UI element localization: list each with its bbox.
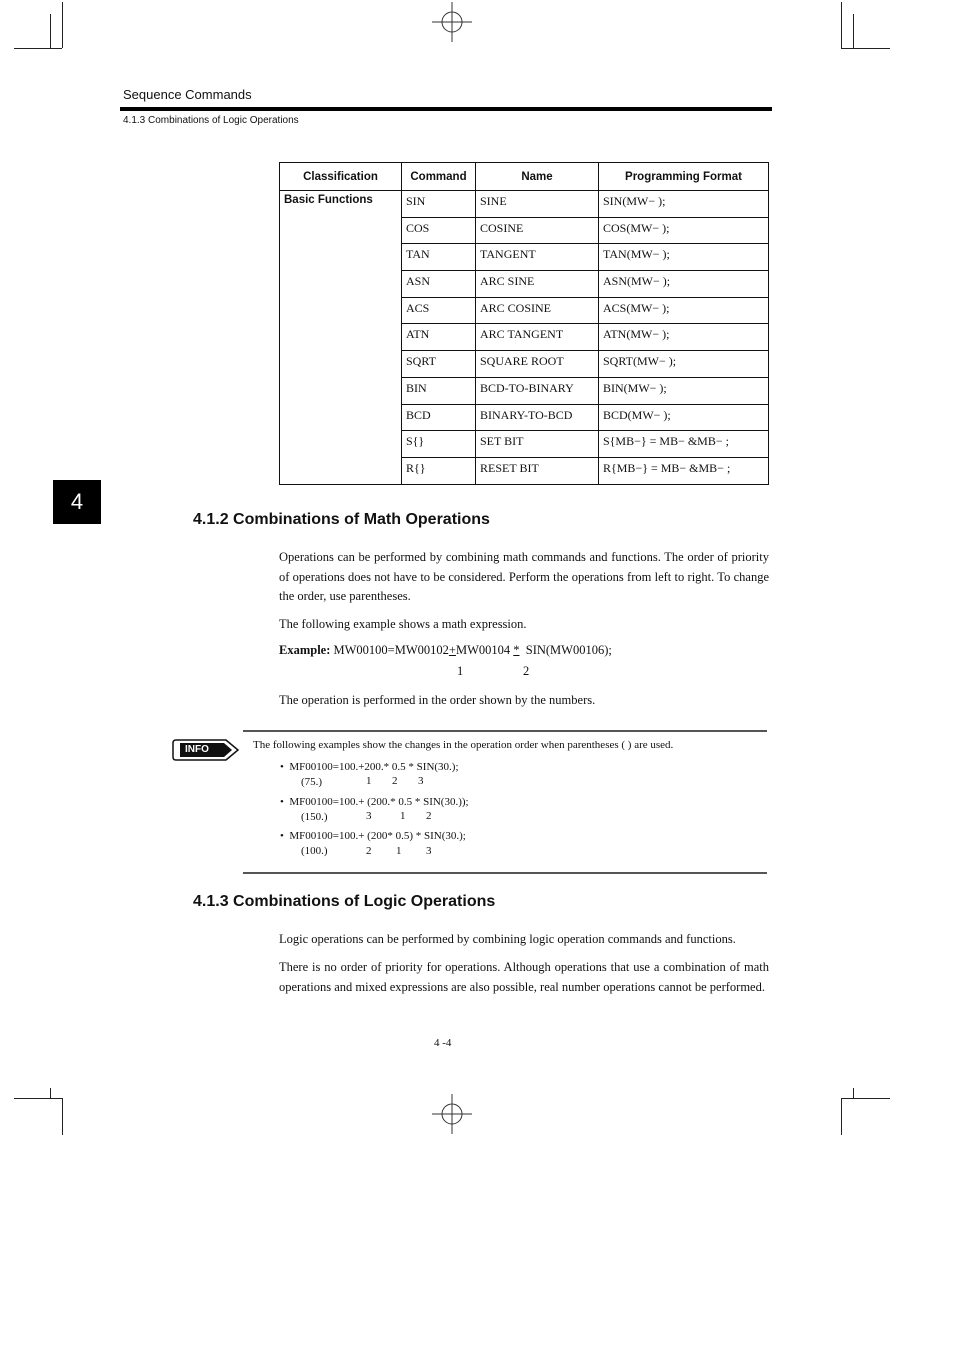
- order-number: 3: [418, 775, 424, 787]
- info-badge-label: INFO: [185, 744, 209, 755]
- crop-mark: [841, 2, 842, 48]
- info-intro: The following examples show the changes in the operation order when parentheses ( ) are used.: [253, 739, 674, 751]
- order-number: 2: [366, 845, 372, 857]
- format-cell: BCD(MW− );: [599, 404, 769, 431]
- example-part: MW00104: [455, 643, 514, 657]
- command-cell: ASN: [402, 271, 476, 298]
- info-bottom-rule: [243, 872, 767, 874]
- column-header-classification: Classification: [280, 163, 402, 191]
- crop-mark: [841, 48, 890, 49]
- command-cell: SQRT: [402, 351, 476, 378]
- order-number: 2: [392, 775, 398, 787]
- table-row: [280, 191, 769, 218]
- format-cell: ATN(MW− );: [599, 324, 769, 351]
- order-number: 1: [396, 845, 402, 857]
- command-cell: TAN: [402, 244, 476, 271]
- name-cell: BINARY-TO-BCD: [476, 404, 599, 431]
- header-rule: [120, 107, 772, 111]
- format-cell: S{MB−} = MB− &MB− ;: [599, 431, 769, 458]
- crop-mark: [841, 1098, 842, 1135]
- table-body: [280, 191, 769, 485]
- command-cell: R{}: [402, 457, 476, 484]
- table-header-row: [280, 163, 769, 191]
- name-cell: ARC TANGENT: [476, 324, 599, 351]
- command-table: [279, 162, 769, 485]
- format-cell: ACS(MW− );: [599, 297, 769, 324]
- section-heading-4-1-3: 4.1.3 Combinations of Logic Operations: [193, 893, 496, 910]
- paragraph: The following example shows a math expression.: [279, 617, 527, 631]
- info-example-result: (150.): [301, 811, 328, 823]
- crop-mark: [841, 1098, 890, 1099]
- column-header-name: Name: [476, 163, 599, 191]
- example-label: Example:: [279, 643, 331, 657]
- order-number: 2: [426, 810, 432, 822]
- format-cell: ASN(MW− );: [599, 271, 769, 298]
- page-number: 4 -4: [434, 1037, 452, 1049]
- crop-mark: [14, 1098, 62, 1099]
- order-number: 2: [523, 664, 530, 678]
- info-example-line: MF00100=100.+ (200.* 0.5 * SIN(30.));: [289, 796, 469, 808]
- running-header-subsection: 4.1.3 Combinations of Logic Operations: [123, 115, 299, 126]
- example-part: SIN(MW00106);: [519, 643, 612, 657]
- paragraph: Logic operations can be performed by combining logic operation commands and functions.: [279, 932, 736, 946]
- name-cell: SQUARE ROOT: [476, 351, 599, 378]
- format-cell: R{MB−} = MB− &MB− ;: [599, 457, 769, 484]
- example-part: MW00100=MW00102: [330, 643, 449, 657]
- name-cell: COSINE: [476, 217, 599, 244]
- info-example: • MF00100=100.+200.* 0.5 * SIN(30.); (75.): [280, 761, 459, 788]
- crop-mark: [62, 1098, 63, 1135]
- order-number: 3: [366, 810, 372, 822]
- name-cell: ARC COSINE: [476, 297, 599, 324]
- example-operator: *: [513, 643, 520, 657]
- example-operator: +: [448, 643, 456, 657]
- name-cell: ARC SINE: [476, 271, 599, 298]
- info-example-line: MF00100=100.+ (200* 0.5) * SIN(30.);: [289, 830, 466, 842]
- crop-mark: [853, 1088, 854, 1098]
- order-number: 1: [366, 775, 372, 787]
- command-cell: SIN: [402, 191, 476, 218]
- registration-target-icon: [432, 2, 472, 42]
- command-cell: S{}: [402, 431, 476, 458]
- crop-mark: [14, 48, 62, 49]
- crop-mark: [50, 14, 51, 48]
- chapter-tab: 4: [53, 480, 101, 524]
- crop-mark: [853, 14, 854, 48]
- running-header-title: Sequence Commands: [123, 87, 252, 102]
- format-cell: BIN(MW− );: [599, 377, 769, 404]
- info-example: • MF00100=100.+ (200* 0.5) * SIN(30.); (100.): [280, 830, 466, 857]
- format-cell: SIN(MW− );: [599, 191, 769, 218]
- info-example-result: (75.): [301, 776, 323, 788]
- command-cell: BIN: [402, 377, 476, 404]
- column-header-format: Programming Format: [599, 163, 769, 191]
- command-cell: ACS: [402, 297, 476, 324]
- format-cell: COS(MW− );: [599, 217, 769, 244]
- math-example: [279, 643, 612, 658]
- classification-cell: Basic Functions: [280, 191, 402, 485]
- registration-target-icon: [432, 1094, 472, 1134]
- info-example-result: (100.): [301, 845, 328, 857]
- name-cell: TANGENT: [476, 244, 599, 271]
- section-heading-4-1-2: 4.1.2 Combinations of Math Operations: [193, 511, 490, 528]
- column-header-command: Command: [402, 163, 476, 191]
- name-cell: SET BIT: [476, 431, 599, 458]
- info-example-line: MF00100=100.+200.* 0.5 * SIN(30.);: [289, 761, 459, 773]
- order-number: 1: [457, 664, 464, 678]
- info-example: • MF00100=100.+ (200.* 0.5 * SIN(30.)); (150.): [280, 796, 469, 823]
- paragraph: Operations can be performed by combining math commands and functions. The order of priority of operations does not have to be considered. Perform the operations from left to right. To change the order, use parentheses.: [279, 550, 769, 603]
- command-cell: COS: [402, 217, 476, 244]
- format-cell: TAN(MW− );: [599, 244, 769, 271]
- paragraph: There is no order of priority for operations. Although operations that use a combination of math operations and mixed expressions are also possible, real number operations cannot be performed.: [279, 960, 769, 994]
- name-cell: BCD-TO-BINARY: [476, 377, 599, 404]
- name-cell: SINE: [476, 191, 599, 218]
- command-cell: BCD: [402, 404, 476, 431]
- order-number: 3: [426, 845, 432, 857]
- name-cell: RESET BIT: [476, 457, 599, 484]
- order-number: 1: [400, 810, 406, 822]
- crop-mark: [50, 1088, 51, 1098]
- crop-mark: [62, 2, 63, 48]
- command-cell: ATN: [402, 324, 476, 351]
- format-cell: SQRT(MW− );: [599, 351, 769, 378]
- info-top-rule: [243, 730, 767, 732]
- paragraph: The operation is performed in the order shown by the numbers.: [279, 693, 596, 707]
